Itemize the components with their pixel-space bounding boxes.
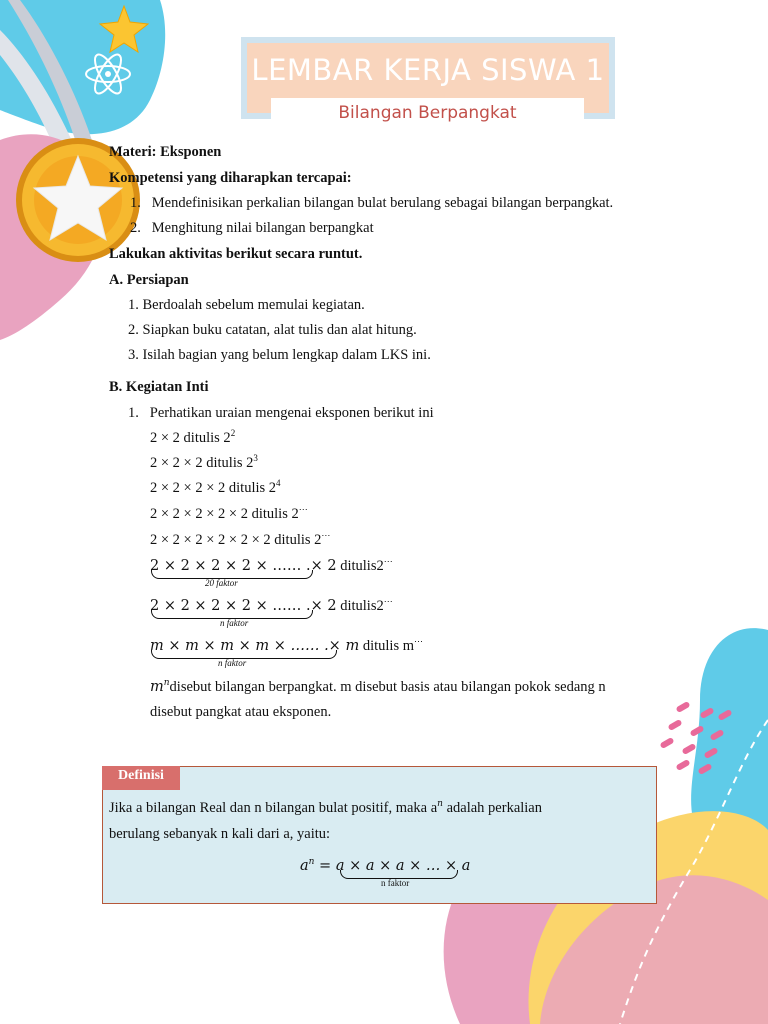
- formula-rhs: = a × a × a × … × a: [314, 858, 471, 874]
- kompetensi-text: Menghitung nilai bilangan berpangkat: [151, 220, 374, 236]
- row-expr: 2 × 2 × 2 × 2 ditulis 2: [150, 480, 277, 496]
- page-title: LEMBAR KERJA SISWA 1: [251, 53, 605, 87]
- exponent-row: [150, 505, 308, 523]
- subtitle-box: [271, 98, 584, 130]
- materi-label: Materi: Eksponen: [109, 144, 222, 160]
- row-exp: 4: [276, 478, 281, 488]
- kompetensi-num: 2.: [130, 220, 141, 236]
- brace-under-label: n faktor: [220, 618, 249, 628]
- brace-exp: ⋯: [383, 596, 393, 606]
- conclusion-text: disebut bilangan berpangkat. m disebut basis atau bilangan pokok sedang n: [169, 679, 606, 695]
- persiapan-item: 1. Berdoalah sebelum memulai kegiatan.: [128, 297, 365, 313]
- kompetensi-num: 1.: [130, 195, 141, 211]
- row-exp: 3: [253, 453, 258, 463]
- definition-tab-label: Definisi: [118, 768, 164, 783]
- brace-expr: 2 × 2 × 2 × 2 × …… .× 2: [150, 558, 337, 574]
- formula-under-label: n faktor: [381, 878, 410, 888]
- exponent-row: [150, 429, 235, 447]
- conclusion-exp: n: [163, 678, 170, 688]
- kegiatan-heading: B. Kegiatan Inti: [109, 379, 209, 395]
- row-expr: 2 × 2 ditulis 2: [150, 430, 231, 446]
- persiapan-item: 2. Siapkan buku catatan, alat tulis dan alat hitung.: [128, 322, 417, 338]
- kompetensi-text: Mendefinisikan perkalian bilangan bulat berulang sebagai bilangan berpangkat.: [151, 195, 614, 211]
- page-subtitle: Bilangan Berpangkat: [338, 103, 517, 123]
- conclusion-line2: disebut pangkat atau eksponen.: [150, 704, 332, 720]
- brace-expr: 2 × 2 × 2 × 2 × …… .× 2: [150, 598, 337, 614]
- definition-line1: [109, 799, 542, 817]
- kompetensi-item: [130, 219, 374, 237]
- exponent-row: [150, 531, 330, 549]
- brace-expr: m × m × m × m × …… .× m: [150, 638, 360, 654]
- definition-tail: adalah perkalian: [442, 800, 542, 816]
- row-expr: 2 × 2 × 2 × 2 × 2 × 2 ditulis 2: [150, 532, 322, 548]
- kompetensi-item: [130, 194, 613, 212]
- definition-exp: n: [437, 799, 443, 809]
- row-exp: ⋯: [321, 530, 331, 540]
- kompetensi-heading: Kompetensi yang diharapkan tercapai:: [109, 170, 352, 186]
- conclusion-line1: [150, 678, 678, 696]
- row-exp: ⋯: [298, 504, 308, 514]
- exponent-row: [150, 479, 281, 497]
- conclusion-base: m: [150, 679, 164, 695]
- definition-line2: berulang sebanyak n kali dari a, yaitu:: [109, 826, 331, 842]
- row-exp: 2: [230, 428, 236, 438]
- brace-tail: ditulis2: [340, 598, 384, 614]
- brace-under-label: 20 faktor: [205, 578, 238, 588]
- persiapan-item: 3. Isilah bagian yang belum lengkap dalam LKS ini.: [128, 347, 431, 363]
- exponent-row: [150, 454, 258, 472]
- brace-tail: ditulis2: [340, 558, 384, 574]
- brace-tail: ditulis m: [362, 638, 414, 654]
- persiapan-heading: A. Persiapan: [109, 272, 189, 288]
- brace-exp: ⋯: [414, 636, 423, 646]
- row-expr: 2 × 2 × 2 × 2 × 2 ditulis 2: [150, 506, 299, 522]
- kegiatan-num: 1.: [128, 405, 139, 421]
- row-expr: 2 × 2 × 2 ditulis 2: [150, 455, 254, 471]
- kegiatan-text: Perhatikan uraian mengenai eksponen berikut ini: [149, 405, 434, 421]
- definition-tab: [102, 766, 180, 790]
- definition-text: Jika a bilangan Real dan n bilangan bulat positif, maka a: [109, 800, 438, 816]
- formula-lhs: a: [300, 858, 309, 874]
- kegiatan-item: [128, 404, 434, 422]
- atom-icon: [82, 48, 134, 100]
- instruction-text: Lakukan aktivitas berikut secara runtut.: [109, 246, 363, 262]
- formula-lhs-exp: n: [308, 857, 315, 867]
- brace-exp: ⋯: [383, 556, 393, 566]
- brace-under-label: n faktor: [218, 658, 247, 668]
